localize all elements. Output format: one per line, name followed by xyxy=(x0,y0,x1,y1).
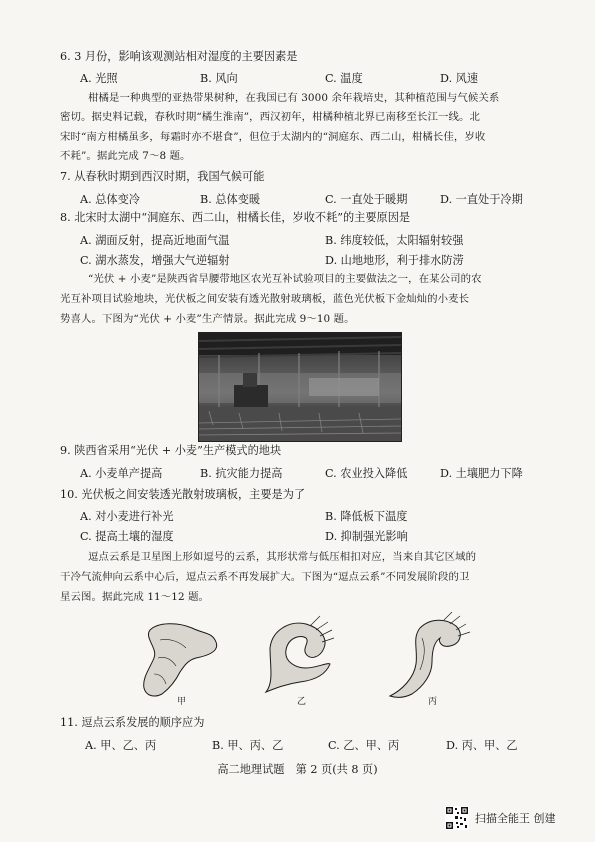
passage1-line: 密切。据史料记载，春秋时期“橘生淮南”，西汉初年，柑橘种植北界已南移至长江一线。北 xyxy=(60,111,480,123)
q8-option-c: C. 湖水蒸发，增强大气逆辐射 xyxy=(80,254,230,267)
passage3-line: 星云图。据此完成 11～12 题。 xyxy=(60,591,210,603)
passage1-line: 宋时“南方柑橘虽多，每霜时亦不堪食”，但位于太湖内的“洞庭东、西二山，柑橘长佳，岁收 xyxy=(60,131,486,143)
q11-option-b: B. 甲、丙、乙 xyxy=(212,739,284,752)
cloud-stage-jia xyxy=(144,624,217,696)
q8-option-a: A. 湖面反射，提高近地面气温 xyxy=(80,234,230,247)
figure-label-bing: 丙 xyxy=(428,697,438,707)
q6-option-b: B. 风向 xyxy=(200,72,238,85)
q9-option-a: A. 小麦单产提高 xyxy=(80,467,163,480)
passage1-line: 柑橘是一种典型的亚热带果树种，在我国已有 3000 余年栽培史，其种植范围与气候关系 xyxy=(88,92,500,104)
q11-option-d: D. 丙、甲、乙 xyxy=(446,739,518,752)
passage1-line: 不耗”。据此完成 7～8 题。 xyxy=(60,150,191,162)
q9-option-d: D. 土壤肥力下降 xyxy=(440,467,523,480)
cloud-stage-yi xyxy=(266,616,334,692)
scanner-watermark xyxy=(445,806,556,830)
q6-option-a: A. 光照 xyxy=(80,72,118,85)
passage2-line: 势喜人。下图为“光伏 + 小麦”生产情景。据此完成 9～10 题。 xyxy=(60,313,355,325)
cloud-stage-bing xyxy=(390,612,470,697)
q7-option-a: A. 总体变冷 xyxy=(80,193,140,206)
q9-option-b: B. 抗灾能力提高 xyxy=(200,467,283,480)
q9-stem: 9. 陕西省采用“光伏 + 小麦”生产模式的地块 xyxy=(60,444,282,457)
scanner-label: 扫描全能王 创建 xyxy=(475,812,556,825)
q7-option-d: D. 一直处于冷期 xyxy=(440,193,523,206)
figure-label-yi: 乙 xyxy=(297,697,307,707)
figure-label-jia: 甲 xyxy=(177,697,187,707)
q11-stem: 11. 逗点云系发展的顺序应为 xyxy=(60,716,205,729)
q10-option-a: A. 对小麦进行补光 xyxy=(80,510,174,523)
q10-option-c: C. 提高土壤的湿度 xyxy=(80,530,174,543)
q8-option-d: D. 山地地形，利于排水防涝 xyxy=(325,254,464,267)
passage2-line: “光伏 + 小麦”是陕西省旱腰带地区农光互补试验项目的主要做法之一，在某公司的农 xyxy=(88,273,482,285)
q8-stem: 8. 北宋时太湖中“洞庭东、西二山，柑橘长佳，岁收不耗”的主要原因是 xyxy=(60,211,411,224)
q7-stem: 7. 从春秋时期到西汉时期，我国气候可能 xyxy=(60,170,265,183)
passage3-line: 干冷气流伸向云系中心后，逗点云系不再发展扩大。下图为“逗点云系”不同发展阶段的卫 xyxy=(60,571,470,583)
qr-code-icon xyxy=(445,806,469,830)
q7-option-b: B. 总体变暖 xyxy=(200,193,261,206)
q6-option-d: D. 风速 xyxy=(440,72,479,85)
q10-option-d: D. 抑制强光影响 xyxy=(325,530,408,543)
q6-option-c: C. 温度 xyxy=(325,72,363,85)
passage2-line: 光互补项目试验地块，光伏板之间安装有透光散射玻璃板，蓝色光伏板下金灿灿的小麦长 xyxy=(60,293,470,305)
q11-option-a: A. 甲、乙、丙 xyxy=(85,739,157,752)
comma-cloud-figure xyxy=(120,608,480,708)
q10-option-b: B. 降低板下温度 xyxy=(325,510,408,523)
q7-option-c: C. 一直处于暖期 xyxy=(325,193,408,206)
q9-option-c: C. 农业投入降低 xyxy=(325,467,408,480)
q10-stem: 10. 光伏板之间安装透光散射玻璃板，主要是为了 xyxy=(60,488,306,501)
q11-option-c: C. 乙、甲、丙 xyxy=(328,739,400,752)
photovoltaic-wheat-photo xyxy=(198,332,402,442)
q6-stem: 6. 3 月份，影响该观测站相对湿度的主要因素是 xyxy=(60,50,298,63)
page-footer: 高二地理试题 第 2 页(共 8 页) xyxy=(217,763,378,776)
q8-option-b: B. 纬度较低，太阳辐射较强 xyxy=(325,234,464,247)
passage3-line: 逗点云系是卫星图上形如逗号的云系，其形状常与低压相扣对应，当来自其它区域的 xyxy=(88,551,477,563)
